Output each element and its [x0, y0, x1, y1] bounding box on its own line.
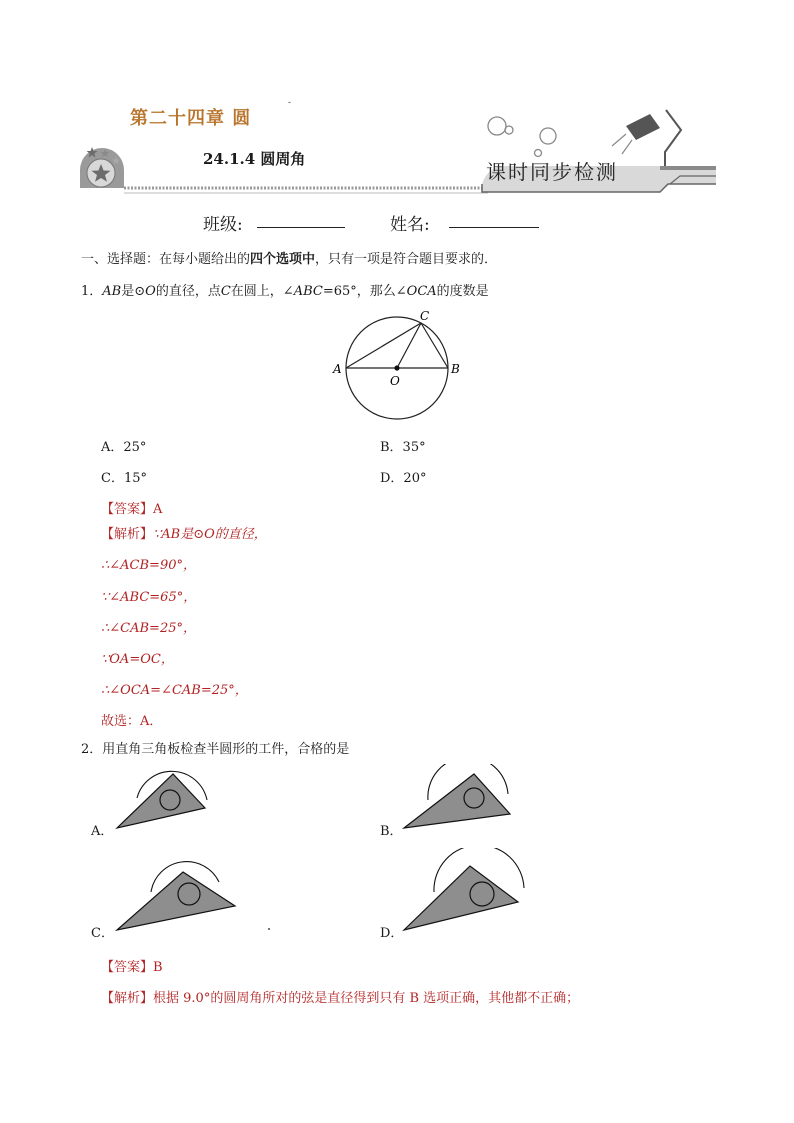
q2-text: 用直角三角板检查半圆形的工件，合格的是: [102, 742, 350, 757]
analysis-step: ∵OA=OC，: [101, 652, 174, 667]
q1-option-a[interactable]: A．25°: [101, 440, 147, 455]
answer-label: 【答案】: [101, 960, 154, 975]
q2-number: 2．: [81, 742, 103, 757]
q2-option-b-label[interactable]: B．: [380, 824, 403, 839]
heading-prefix: 一、选择题：在每小题给出的: [81, 252, 251, 267]
heading-suffix: ，只有一项是符合题目要求的．: [315, 252, 498, 267]
analysis-step: ∴∠ACB=90°，: [101, 558, 196, 573]
q1-seg: =65°，那么∠: [322, 284, 407, 299]
q1-seg: O: [145, 284, 156, 299]
bubbles-icon: [488, 117, 556, 157]
q1-seg: 的度数是: [436, 284, 489, 299]
section-title: 24.1.4 圆周角: [203, 150, 306, 168]
q2-option-d-figure[interactable]: [400, 848, 532, 932]
q2-analysis: [101, 987, 579, 1006]
q1-seg: C: [220, 284, 231, 299]
q1-seg: AB: [102, 284, 122, 299]
heading-bold: 四个选项中: [250, 252, 316, 267]
name-label: 姓名:: [390, 215, 430, 235]
q1-seg: 是⊙: [121, 284, 146, 299]
analysis-label: 【解析】: [101, 527, 154, 542]
q1-option-c[interactable]: C．15°: [101, 471, 147, 486]
q1-seg: 在圆上，∠: [230, 284, 294, 299]
answer-value: A: [153, 502, 163, 517]
answer-value: B: [153, 960, 163, 975]
label-b: B: [451, 362, 460, 376]
q2-option-c-figure[interactable]: [113, 852, 243, 932]
q2-answer: [101, 956, 163, 975]
banner-text: 课时同步检测: [486, 160, 618, 184]
analysis-step: ∵∠ABC=65°，: [101, 590, 197, 605]
q1-analysis: [101, 523, 267, 542]
analysis-text: 根据 9.0°的圆周角所对的弦是直径得到只有 B 选项正确，其他都不正确；: [153, 991, 580, 1006]
q2-option-a-figure[interactable]: [113, 764, 213, 832]
q1-seg: 的直径，点: [155, 284, 221, 299]
chord-ac: [346, 323, 421, 368]
center-point: [394, 365, 399, 370]
q1-answer: [101, 498, 162, 517]
analysis-label: 【解析】: [101, 991, 154, 1006]
q1-stem: [81, 280, 489, 299]
chapter-title: 第二十四章 圆: [130, 108, 252, 129]
q1-circle-figure: [325, 306, 465, 426]
answer-label: 【答案】: [101, 502, 154, 517]
name-blank[interactable]: [449, 226, 539, 228]
header-dot: -: [288, 98, 292, 108]
stray-dot: [268, 928, 270, 930]
section-heading: [81, 248, 497, 267]
q1-conclusion: 故选：A．: [101, 714, 163, 729]
q1-option-d[interactable]: D．20°: [380, 471, 427, 486]
q2-option-a-label[interactable]: A．: [91, 824, 114, 839]
q1-option-b[interactable]: B．35°: [380, 440, 426, 455]
q2-option-d-label[interactable]: D．: [380, 926, 404, 941]
class-label: 班级:: [203, 215, 243, 235]
q1-seg: OCA: [406, 284, 437, 299]
analysis-step: ∴∠CAB=25°，: [101, 621, 196, 636]
star-badge-icon: [80, 147, 124, 188]
analysis-step: ∴∠OCA=∠CAB=25°，: [101, 683, 248, 698]
chord-bc: [421, 323, 448, 368]
analysis-step: ∵AB是⊙O的直径，: [153, 527, 267, 542]
label-o: O: [390, 374, 400, 388]
q1-number: 1．: [81, 284, 103, 299]
label-c: C: [420, 309, 430, 323]
label-a: A: [333, 362, 342, 376]
desk-lamp-icon: [612, 110, 681, 166]
q2-option-c-label[interactable]: C．: [91, 926, 114, 941]
q1-seg: ABC: [293, 284, 323, 299]
class-blank[interactable]: [257, 226, 345, 228]
q2-stem: [81, 738, 349, 757]
q2-option-b-figure[interactable]: [400, 764, 520, 832]
